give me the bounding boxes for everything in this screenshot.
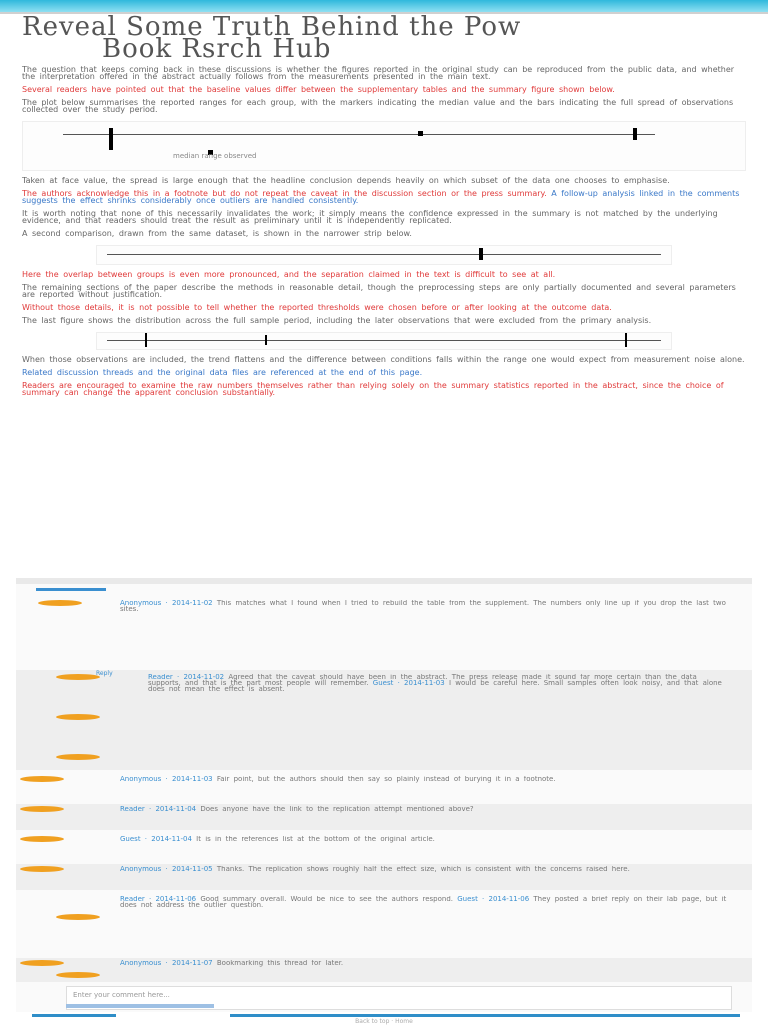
reply-link[interactable]: Reply xyxy=(96,670,113,677)
comment-meta[interactable]: Anonymous · 2014-11-02 xyxy=(120,600,213,607)
comment-meta[interactable]: Guest · 2014-11-03 xyxy=(372,679,445,687)
comment-item xyxy=(16,774,752,800)
avatar xyxy=(20,836,64,842)
figure-strip xyxy=(96,245,672,265)
avatar xyxy=(20,960,64,966)
link-text[interactable]: A follow-up analysis linked in the comments suggests the effect shrinks considerably once outliers are handled consistently. xyxy=(22,189,740,205)
footer-link-bar[interactable] xyxy=(230,1014,740,1017)
paragraph: The plot below summarises the reported ranges for each group, with the markers indicating the median value and the bars indicating the full spread of observations collected over the study period. xyxy=(22,98,734,114)
comment-meta[interactable]: Guest · 2014-11-04 xyxy=(120,836,192,843)
comment-text: Bookmarking this thread for later. xyxy=(216,960,344,967)
comment-text: Thanks. The replication shows roughly half the effect size, which is consistent with the concerns raised here. xyxy=(216,866,630,873)
figure-range-plot xyxy=(22,121,746,171)
avatar xyxy=(20,866,64,872)
title-line-2: Book Rsrch Hub xyxy=(102,34,332,64)
article xyxy=(0,12,768,397)
comment-text: Good summary overall. Would be nice to see the authors respond. xyxy=(200,896,454,903)
paragraph: The remaining sections of the paper describe the methods in reasonable detail, though the preprocessing steps are only partially documented and several parameters are reported without justification. xyxy=(22,283,736,299)
highlighted-text: Several readers have pointed out that the baseline values differ between the supplementary tables and the summary figure shown below. xyxy=(22,85,615,94)
paragraph: When those observations are included, the trend flattens and the difference between conditions falls within the range one would expect from measurement noise alone. xyxy=(22,355,745,364)
highlighted-text: Readers are encouraged to examine the raw numbers themselves rather than relying solely on the summary statistics reported in the abstract, since the choice of summary can change the apparent conclusion substantially. xyxy=(22,381,724,397)
comment-input-placeholder: Enter your comment here... xyxy=(73,991,170,999)
figure-bar xyxy=(265,335,267,345)
avatar xyxy=(20,776,64,782)
highlighted-text: Without those details, it is not possible to tell whether the reported thresholds were chosen before or after looking at the outcome data. xyxy=(22,303,612,312)
comment-item xyxy=(16,596,752,668)
comment-text: This matches what I found when I tried to rebuild the table from the supplement. The numbers only line up if you drop the last two sites. xyxy=(120,600,726,613)
comment-meta[interactable]: Reader · 2014-11-06 xyxy=(120,896,197,903)
comment-text: Fair point, but the authors should then say so plainly instead of burying it in a footnote. xyxy=(216,776,556,783)
figure-distribution xyxy=(96,332,672,350)
avatar xyxy=(56,914,100,920)
comments-tab[interactable] xyxy=(36,588,106,591)
paragraph xyxy=(22,304,746,311)
paragraph xyxy=(22,369,746,376)
comment-item xyxy=(16,834,752,860)
paragraph xyxy=(22,86,746,93)
figure-bar xyxy=(625,333,627,347)
comment-body xyxy=(120,866,746,888)
comment-body xyxy=(120,836,746,858)
paragraph: It is worth noting that none of this necessarily invalidates the work; it simply means the confidence expressed in the summary is not matched by the underlying evidence, and that readers should treat the result as preliminary until it is independently replicated. xyxy=(22,209,718,225)
comment-body xyxy=(120,960,746,980)
post-comment-button[interactable] xyxy=(66,1004,214,1008)
comments-section xyxy=(16,578,752,1012)
comment-item xyxy=(16,958,752,982)
highlighted-text: Here the overlap between groups is even more pronounced, and the separation claimed in the text is difficult to see at all. xyxy=(22,270,556,279)
comment-meta[interactable]: Anonymous · 2014-11-03 xyxy=(120,776,213,783)
comment-item xyxy=(16,864,752,890)
paragraph xyxy=(22,271,746,278)
paragraph: Taken at face value, the spread is large enough that the headline conclusion depends heavily on which subset of the data one chooses to emphasise. xyxy=(22,176,670,185)
comment-body xyxy=(120,776,746,798)
comment-item xyxy=(16,804,752,830)
avatar xyxy=(56,972,100,978)
figure-bar xyxy=(479,248,483,260)
figure-marker xyxy=(418,131,423,136)
avatar xyxy=(56,674,100,680)
comment-meta[interactable]: Anonymous · 2014-11-05 xyxy=(120,866,213,873)
footer xyxy=(0,1010,768,1024)
paragraph: A second comparison, drawn from the same dataset, is shown in the narrower strip below. xyxy=(22,229,412,238)
figure-bar xyxy=(633,128,637,140)
comment-meta[interactable]: Guest · 2014-11-06 xyxy=(457,896,530,903)
figure-bar xyxy=(145,333,147,347)
paragraph: The last figure shows the distribution across the full sample period, including the later observations that were excluded from the primary analysis. xyxy=(22,316,652,325)
paragraph xyxy=(22,190,746,204)
title-line-1: Reveal Some Truth Behind the Pow xyxy=(22,12,522,42)
paragraph xyxy=(22,382,746,396)
comment-item xyxy=(16,670,752,770)
comment-item xyxy=(16,894,752,954)
page-title xyxy=(22,12,746,64)
figure-axis-line xyxy=(107,254,661,255)
comment-meta[interactable]: Anonymous · 2014-11-07 xyxy=(120,960,213,967)
link-text[interactable]: Related discussion threads and the original data files are referenced at the end of this page. xyxy=(22,368,423,377)
comment-text: Does anyone have the link to the replication attempt mentioned above? xyxy=(200,806,474,813)
comment-text: Agreed that the caveat should have been in the abstract. The press release made it sound far more certain than the data supports, and that is the part most people will remember. xyxy=(148,674,697,687)
top-banner xyxy=(0,0,768,12)
comment-body xyxy=(120,806,746,828)
avatar xyxy=(56,754,100,760)
footer-link-left[interactable] xyxy=(32,1014,116,1017)
comment-text: I would be careful here. Small samples often look noisy, and that alone does not mean the effect is absent. xyxy=(148,679,722,693)
footer-text: Back to top · Home xyxy=(355,1018,413,1025)
comment-body xyxy=(148,674,722,764)
comment-body xyxy=(120,896,746,952)
paragraph: The question that keeps coming back in these discussions is whether the figures reported in the original study can be reproduced from the public data, and whether the interpretation offered in the abstract actually follows from the measurements presented in the main text. xyxy=(22,65,735,81)
avatar xyxy=(38,600,82,606)
figure-caption: median range observed xyxy=(173,152,257,160)
figure-bar xyxy=(109,128,113,150)
comment-text: They posted a brief reply on their lab page, but it does not address the outlier question. xyxy=(120,896,727,909)
comment-body xyxy=(120,600,746,666)
figure-axis-line xyxy=(107,340,661,341)
avatar xyxy=(20,806,64,812)
avatar xyxy=(56,714,100,720)
comment-text: It is in the references list at the bottom of the original article. xyxy=(196,836,435,843)
comment-meta[interactable]: Reader · 2014-11-02 xyxy=(148,674,225,681)
figure-axis-line xyxy=(63,134,655,135)
highlighted-text: The authors acknowledge this in a footnote but do not repeat the caveat in the discussion section or the press summary. xyxy=(22,189,547,198)
comment-meta[interactable]: Reader · 2014-11-04 xyxy=(120,806,197,813)
